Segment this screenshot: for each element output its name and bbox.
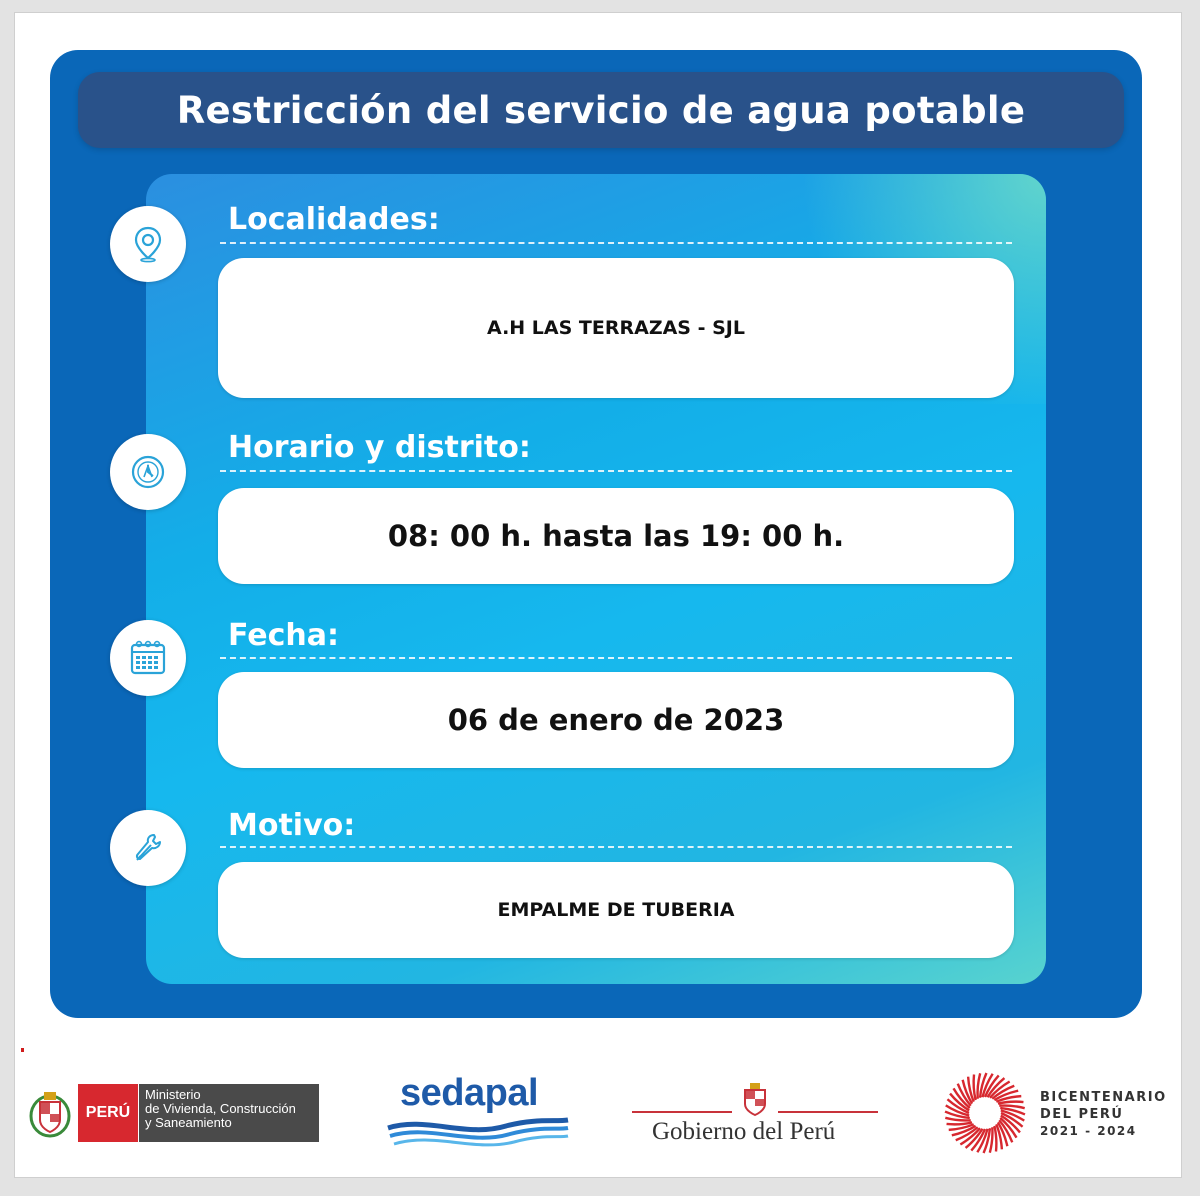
sedapal-logo-text: sedapal xyxy=(400,1072,539,1114)
localidades-value-box xyxy=(218,258,1014,398)
horario-value: 08: 00 h. hasta las 19: 00 h. xyxy=(387,519,845,553)
section-label-horario: Horario y distrito: xyxy=(228,430,531,465)
fecha-value: 06 de enero de 2023 xyxy=(447,703,785,737)
gobierno-coat-of-arms-icon xyxy=(738,1082,772,1122)
bicentenario-line2: DEL PERÚ xyxy=(1040,1107,1124,1122)
sedapal-waves-icon xyxy=(386,1112,570,1152)
divider xyxy=(220,242,1012,244)
divider xyxy=(220,470,1012,472)
clock-icon xyxy=(110,434,186,510)
ministry-logo xyxy=(139,1084,319,1142)
localidades-value: A.H LAS TERRAZAS - SJL xyxy=(487,317,745,339)
motivo-value: EMPALME DE TUBERIA xyxy=(497,899,735,921)
section-label-fecha: Fecha: xyxy=(228,618,340,653)
title-bar xyxy=(78,72,1124,148)
divider xyxy=(220,846,1012,848)
divider xyxy=(220,657,1012,659)
ministry-line3: y Saneamiento xyxy=(145,1115,232,1130)
bicentenario-line1: BICENTENARIO xyxy=(1040,1090,1167,1105)
gobierno-divider-right xyxy=(778,1111,878,1113)
bicentenario-sunburst-icon xyxy=(942,1070,1028,1160)
location-pin-icon xyxy=(110,206,186,282)
motivo-value-box xyxy=(218,862,1014,958)
ministry-peru-label: PERÚ xyxy=(78,1084,138,1142)
ministry-line2: de Vivienda, Construcción xyxy=(145,1101,296,1116)
fecha-value-box xyxy=(218,672,1014,768)
page-title: Restricción del servicio de agua potable xyxy=(176,88,1026,132)
gobierno-divider-left xyxy=(632,1111,732,1113)
peru-coat-of-arms-icon xyxy=(28,1086,72,1144)
decorative-dot xyxy=(21,1048,24,1052)
section-label-localidades: Localidades: xyxy=(228,202,440,237)
section-label-motivo: Motivo: xyxy=(228,808,356,843)
ministry-line1: Ministerio xyxy=(145,1087,201,1102)
wrench-icon xyxy=(110,810,186,886)
bicentenario-line3: 2021 - 2024 xyxy=(1040,1124,1137,1138)
horario-value-box xyxy=(218,488,1014,584)
calendar-icon xyxy=(110,620,186,696)
gobierno-logo-text: Gobierno del Perú xyxy=(652,1118,836,1145)
